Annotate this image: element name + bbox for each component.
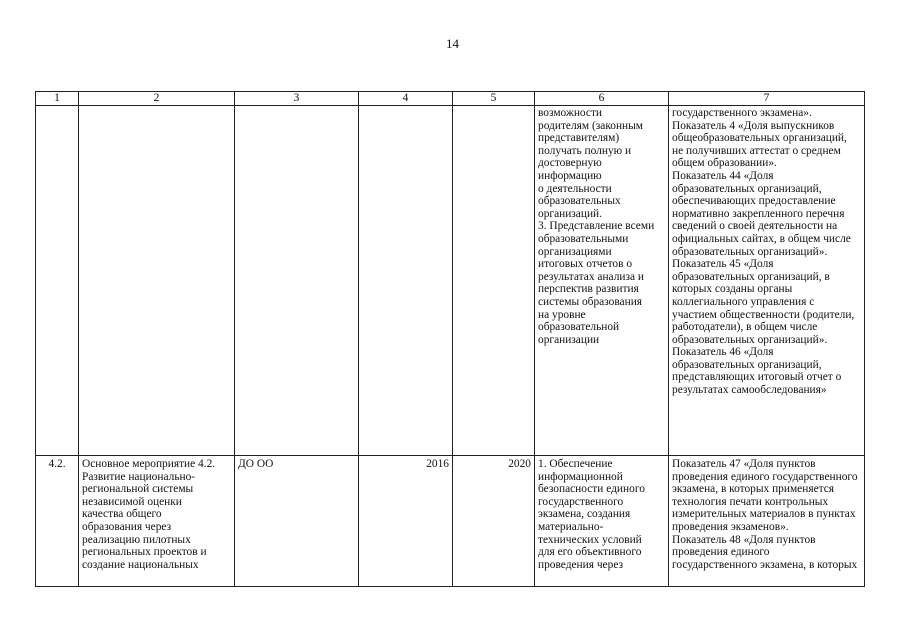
cell-activity [79,106,235,456]
page-number: 14 [446,36,459,51]
column-header-6: 6 [535,92,669,106]
cell-executor [235,106,359,456]
cell-number [36,106,79,456]
cell-results: возможности родителям (законным представителям) получать полную и достоверную информацию о деятельности образовательных организаций. 3. Представление всеми образовательными организациями итоговых отчетов о результатах анализа и перспектив развития системы образования на уровне образовательной организации [535,106,669,456]
program-table [35,91,865,587]
table-header [36,92,865,106]
cell-end-year: 2020 [453,456,535,587]
table-row [36,456,865,587]
cell-activity: Основное мероприятие 4.2. Развитие национально- региональной системы независимой оценки качества общего образования через реализацию пилотных региональных проектов и создание национальных [79,456,235,587]
cell-start-year [359,106,453,456]
cell-number: 4.2. [36,456,79,587]
column-header-4: 4 [359,92,453,106]
cell-executor: ДО ОО [235,456,359,587]
column-header-5: 5 [453,92,535,106]
table-row [36,106,865,456]
column-header-7: 7 [669,92,865,106]
column-header-1: 1 [36,92,79,106]
cell-end-year [453,106,535,456]
cell-indicators: Показатель 47 «Доля пунктов проведения единого государственного экзамена, в которых применяется технология печати контрольных измерительных материалов в пунктах проведения экзаменов». Показатель 48 «Доля пунктов проведения единого государственного экзамена, в которых [669,456,865,587]
cell-results: 1. Обеспечение информационной безопасности единого государственного экзамена, создания материально- технических условий для его объективного проведения через [535,456,669,587]
cell-start-year: 2016 [359,456,453,587]
column-header-2: 2 [79,92,235,106]
column-header-3: 3 [235,92,359,106]
cell-indicators: государственного экзамена». Показатель 4 «Доля выпускников общеобразовательных организаций, не получивших аттестат о среднем общем образовании». Показатель 44 «Доля образовательных организаций, обеспечивающих предоставление нормативно закрепленного перечня сведений о своей деятельности на официальных сайтах, в общем числе образовательных организаций». Показатель 45 «Доля образовательных организаций, в которых созданы органы коллегиального управления с участием общественности (родители, работодатели), в общем числе образовательных организаций». Показатель 46 «Доля образовательных организаций, представляющих итоговый отчет о результатах самообследования» [669,106,865,456]
